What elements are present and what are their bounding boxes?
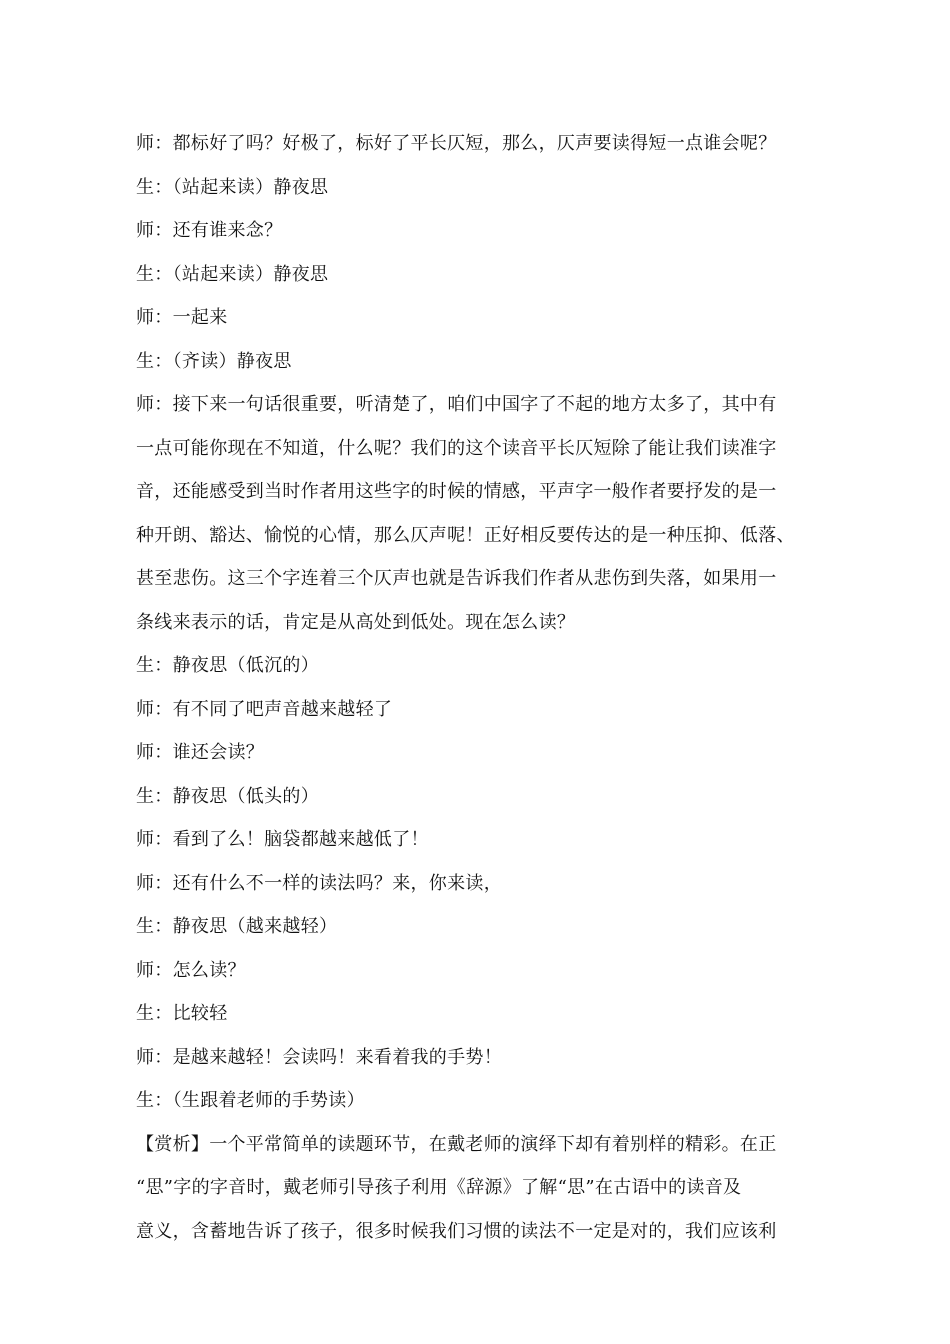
text-line: 师：有不同了吧声音越来越轻了 <box>136 698 393 720</box>
text-line: 生：静夜思（越来越轻） <box>136 916 338 937</box>
text-line: 甚至悲伤。这三个字连着三个仄声也就是告诉我们作者从悲伤到失落，如果用一 <box>136 568 777 589</box>
text-line: 师：接下来一句话很重要，听清楚了，咱们中国字了不起的地方太多了，其中有 <box>136 394 777 415</box>
text-line: 师：看到了么！脑袋都越来越低了！ <box>136 829 429 850</box>
transcript-body <box>136 122 816 1253</box>
text-line: 音，还能感受到当时作者用这些字的时候的情感，平声字一般作者要抒发的是一 <box>136 481 777 502</box>
text-line: 师：怎么读？ <box>136 959 246 981</box>
text-line: 生：静夜思（低沉的） <box>136 655 319 676</box>
text-line: 生：（齐读）静夜思 <box>136 350 292 372</box>
text-line: 师：谁还会读？ <box>136 742 265 763</box>
text-line: 生：（站起来读）静夜思 <box>136 176 329 198</box>
analysis-line: “思”字的字音时，戴老师引导孩子利用《辞源》了解“思”在古语中的读音及 <box>136 1177 742 1198</box>
text-line: 生：（生跟着老师的手势读） <box>136 1090 365 1111</box>
text-line: 师：还有谁来念？ <box>136 220 283 241</box>
text-line: 师：都标好了吗？好极了，标好了平长仄短，那么，仄声要读得短一点谁会呢？ <box>136 133 777 154</box>
text-line: 种开朗、豁达、愉悦的心情，那么仄声呢！正好相反要传达的是一种压抑、低落、 <box>136 524 795 546</box>
text-line: 师：一起来 <box>136 307 228 328</box>
analysis-line: 意义，含蓄地告诉了孩子，很多时候我们习惯的读法不一定是对的，我们应该利 <box>136 1220 777 1242</box>
text-line: 师：是越来越轻！会读吗！来看着我的手势！ <box>136 1046 502 1068</box>
text-line: 师：还有什么不一样的读法吗？来，你来读， <box>136 872 502 894</box>
text-line: 生：（站起来读）静夜思 <box>136 263 329 285</box>
text-line: 生：静夜思（低头的） <box>136 785 319 807</box>
text-line: 一点可能你现在不知道，什么呢？我们的这个读音平长仄短除了能让我们读准字 <box>136 437 777 459</box>
text-line: 条线来表示的话，肯定是从高处到低处。现在怎么读？ <box>136 611 576 633</box>
text-line: 生：比较轻 <box>136 1003 228 1024</box>
analysis-line: 【赏析】一个平常简单的读题环节，在戴老师的演绎下却有着别样的精彩。在正 <box>136 1133 777 1155</box>
